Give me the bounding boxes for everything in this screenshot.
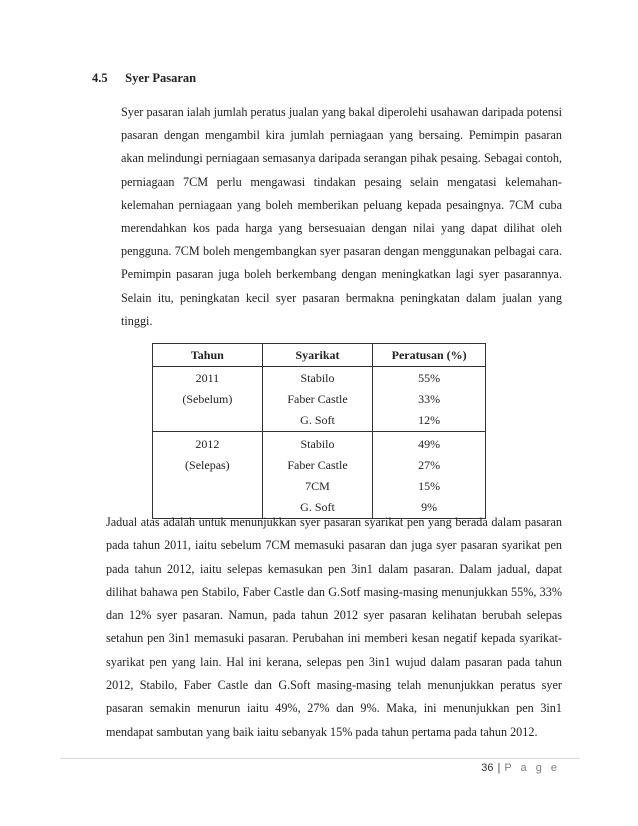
company-name: Faber Castle [287, 458, 348, 472]
year-cell [153, 432, 263, 519]
section-number: 4.5 [92, 71, 108, 85]
company-cell [262, 432, 373, 519]
header-syarikat: Syarikat [262, 344, 373, 367]
footer-separator: | [497, 762, 501, 774]
year-cell [153, 367, 263, 432]
company-cell [262, 367, 373, 432]
page-label: P a g e [504, 762, 560, 774]
table-row [153, 432, 486, 519]
company-name: Stabilo [300, 371, 335, 385]
table-row [153, 367, 486, 432]
page-footer [481, 762, 560, 774]
year-value: 2012 [195, 437, 220, 451]
paragraph-analysis: Jadual atas adalah untuk menunjukkan syer pasaran syarikat pen yang berada dalam pasaran pada tahun 2011, iaitu sebelum 7CM memasuki pasaran dan juga syer pasaran syarikat pen pada tahun 2012, iaitu selepas kemasukan pen 3in1 dalam pasaran. Dalam jadual, dapat dilihat bahawa pen Stabilo, Faber Castle dan G.Sotf masing-masing menunjukkan 55%, 33% dan 12% syer pasaran. Namun, pada tahun 2012 syer pasaran kelihatan berubah selepas setahun pen 3in1 memasuki pasaran. Perubahan ini memberi kesan negatif kepada syarikat-syarikat pen yang lain. Hal ini kerana, selepas pen 3in1 wujud dalam pasaran pada tahun 2012, Stabilo, Faber Castle dan G.Soft masing-masing telah menunjukkan peratus syer pasaran semakin menurun iaitu 49%, 27% dan 9%. Maka, ini menunjukkan pen 3in1 mendapat sambutan yang baik iaitu sebanyak 15% pada tahun pertama pada tahun 2012. [106, 515, 562, 739]
percentage-value: 15% [418, 479, 441, 493]
year-value: 2011 [195, 371, 220, 385]
section-title: Syer Pasaran [125, 71, 197, 85]
percentage-value: 9% [421, 500, 438, 514]
percentage-value: 49% [418, 437, 441, 451]
company-name: G. Soft [300, 413, 335, 427]
percentage-value: 12% [418, 413, 441, 427]
company-name: Stabilo [300, 437, 335, 451]
year-note: (Selepas) [185, 458, 230, 472]
year-note: (Sebelum) [182, 392, 233, 406]
page-number: 36 [481, 762, 494, 774]
percentage-cell [373, 432, 486, 519]
market-share-table [152, 343, 486, 519]
section-heading [92, 71, 196, 86]
percentage-value: 27% [418, 458, 441, 472]
company-name: G. Soft [300, 500, 335, 514]
percentage-value: 55% [418, 371, 441, 385]
percentage-cell [373, 367, 486, 432]
footer-divider [60, 758, 580, 759]
header-tahun: Tahun [153, 344, 263, 367]
paragraph-intro: Syer pasaran ialah jumlah peratus jualan yang bakal diperolehi usahawan daripada potensi pasaran dengan mengambil kira jumlah perniagaan yang bersaing. Pemimpin pasaran akan melindungi perniagaan semasanya daripada serangan pihak pesaing. Sebagai contoh, perniagaan 7CM perlu mengawasi tindakan pesaing selain mengatasi kelemahan-kelemahan perniagaan yang boleh memberikan peluang kepada pesaingnya. 7CM cuba merendahkan kos pada harga yang bersesuaian dengan nilai yang dapat dilihat oleh pengguna. 7CM boleh mengembangkan syer pasaran dengan menggunakan pelbagai cara. Pemimpin pasaran juga boleh berkembang dengan meningkatkan lagi syer pasarannya. Selain itu, peningkatan kecil syer pasaran bermakna peningkatan dalam jualan yang tinggi. [121, 105, 562, 328]
company-name: Faber Castle [287, 392, 348, 406]
company-name: 7CM [305, 479, 330, 493]
percentage-value: 33% [418, 392, 441, 406]
table-header-row [153, 344, 486, 367]
header-peratusan: Peratusan (%) [373, 344, 486, 367]
